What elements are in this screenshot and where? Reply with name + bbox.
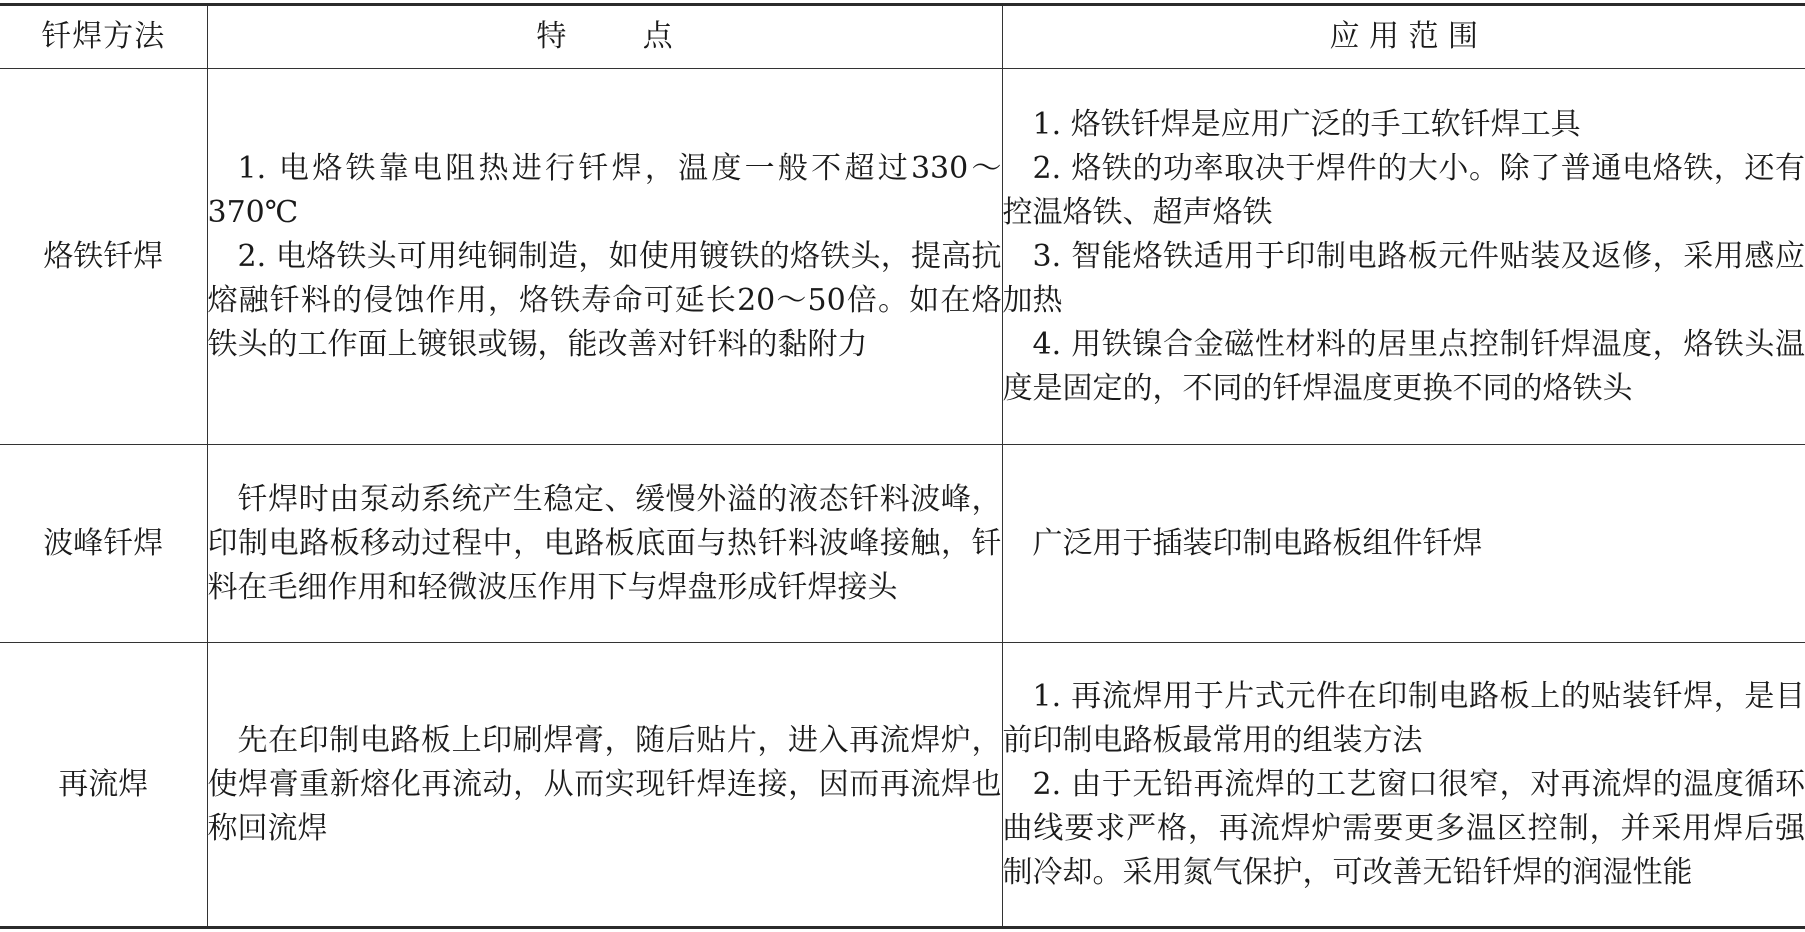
header-features-label: 特 点 — [536, 19, 673, 54]
method-cell: 烙铁钎焊 — [0, 69, 207, 445]
features-cell — [207, 445, 1002, 643]
applications-paragraph: 3. 智能烙铁适用于印制电路板元件贴装及返修，采用感应加热 — [1002, 238, 1805, 318]
method-cell: 再流焊 — [0, 643, 207, 928]
features-paragraph: 先在印制电路板上印刷焊膏，随后贴片，进入再流焊炉，使焊膏重新熔化再流动，从而实现钎焊连接，因而再流焊也称回流焊 — [207, 722, 1002, 846]
applications-paragraph: 广泛用于插装印制电路板组件钎焊 — [1032, 525, 1483, 561]
table-row — [0, 643, 1805, 928]
header-features — [207, 5, 1002, 69]
features-paragraph: 钎焊时由泵动系统产生稳定、缓慢外溢的液态钎料波峰，印制电路板移动过程中，电路板底面与热钎料波峰接触，钎料在毛细作用和轻微波压作用下与焊盘形成钎焊接头 — [207, 481, 1002, 605]
applications-paragraph: 1. 烙铁钎焊是应用广泛的手工软钎焊工具 — [1032, 106, 1581, 142]
features-paragraph: 2. 电烙铁头可用纯铜制造，如使用镀铁的烙铁头，提高抗熔融钎料的侵蚀作用，烙铁寿命可延长20～50倍。如在烙铁头的工作面上镀银或锡，能改善对钎料的黏附力 — [207, 238, 1002, 362]
table-row — [0, 69, 1805, 445]
table-row — [0, 445, 1805, 643]
header-applications — [1002, 5, 1805, 69]
applications-cell — [1002, 69, 1805, 445]
header-applications-label: 应 用 范 围 — [1329, 19, 1479, 54]
applications-cell — [1002, 643, 1805, 928]
applications-cell — [1002, 445, 1805, 643]
applications-paragraph: 2. 烙铁的功率取决于焊件的大小。除了普通电烙铁，还有控温烙铁、超声烙铁 — [1002, 150, 1805, 230]
applications-paragraph: 4. 用铁镍合金磁性材料的居里点控制钎焊温度，烙铁头温度是固定的，不同的钎焊温度更换不同的烙铁头 — [1002, 326, 1805, 406]
header-method: 钎焊方法 — [0, 5, 207, 69]
method-cell: 波峰钎焊 — [0, 445, 207, 643]
features-cell — [207, 69, 1002, 445]
features-paragraph: 1. 电烙铁靠电阻热进行钎焊，温度一般不超过330～370℃ — [207, 150, 1002, 230]
applications-paragraph: 1. 再流焊用于片式元件在印制电路板上的贴装钎焊，是目前印制电路板最常用的组装方法 — [1002, 678, 1805, 758]
features-cell — [207, 643, 1002, 928]
applications-paragraph: 2. 由于无铅再流焊的工艺窗口很窄，对再流焊的温度循环曲线要求严格，再流焊炉需要更多温区控制，并采用焊后强制冷却。采用氮气保护，可改善无铅钎焊的润湿性能 — [1002, 766, 1805, 890]
table-header-row — [0, 5, 1805, 69]
soldering-methods-table — [0, 3, 1805, 929]
